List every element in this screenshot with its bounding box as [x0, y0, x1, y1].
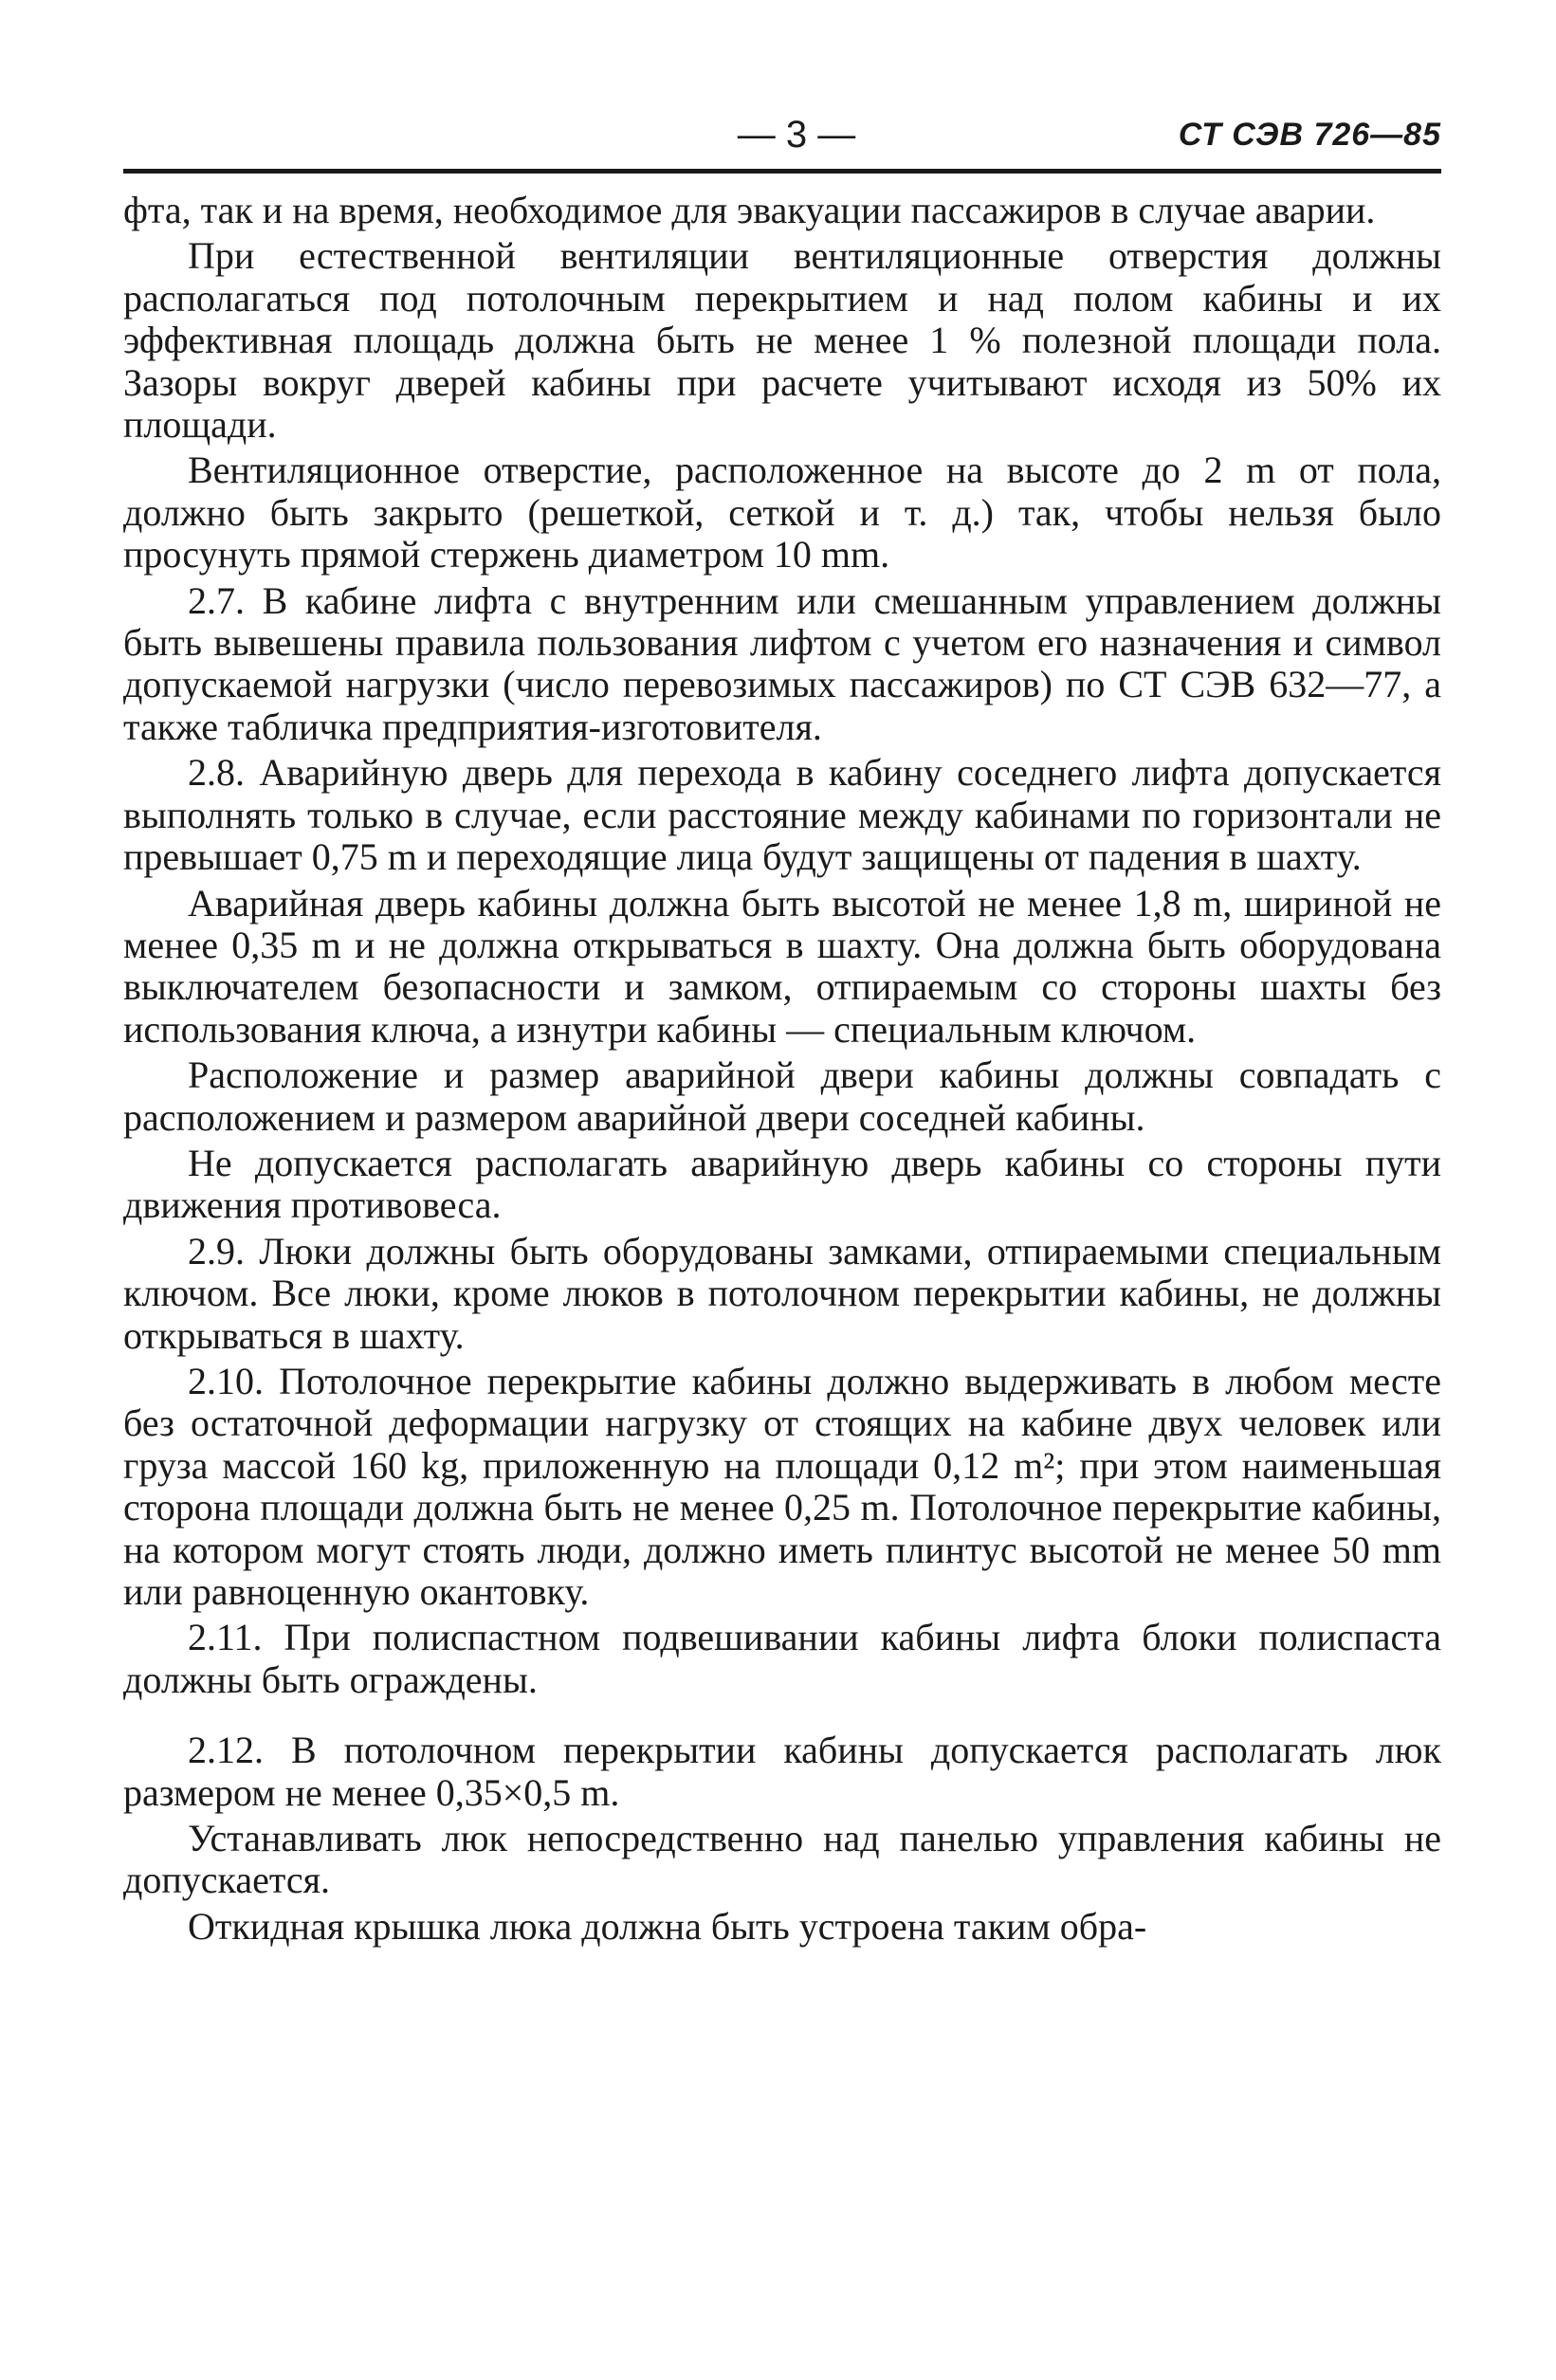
page-number: — 3 — [737, 114, 856, 156]
paragraph-2-12: 2.12. В потолочном перекрытии кабины допускается располагать люк размером не менее 0,35×0,5 m. [123, 1729, 1441, 1814]
header-rule [123, 169, 1441, 174]
paragraph-2-9: 2.9. Люки должны быть оборудованы замками, отпираемыми специальным ключом. Все люки, кроме люков в потолочном перекрытии кабины, не должны открываться в шахту. [123, 1229, 1441, 1357]
paragraph-2-8: 2.8. Аварийную дверь для перехода в кабину соседнего лифта допускается выполнять только в случае, если расстояние между кабинами по горизонтали не превышает 0,75 m и переходящие лица будут защищены от падения в шахту. [123, 751, 1441, 879]
paragraph-2-7: 2.7. В кабине лифта с внутренним или смешанным управлением должны быть вывешены правила пользования лифтом с учетом его назначения и символ допускаемой нагрузки (число перевозимых пассажиров) по СТ СЭВ 632—77, а также табличка предприятия-изготовителя. [123, 578, 1441, 748]
document-body [123, 190, 1441, 1948]
paragraph-counterweight: Не допускается располагать аварийную дверь кабины со стороны пути движения противовеса. [123, 1141, 1441, 1227]
paragraph-2-10: 2.10. Потолочное перекрытие кабины должно выдерживать в любом месте без остаточной деформации нагрузку от стоящих на кабине двух человек или груза массой 160 kg, приложенную на площади 0,12 m²; при этом наименьшая сторона площади должна быть не менее 0,25 m. Потолочное перекрытие кабины, на котором могут стоять люди, должно иметь плинтус высотой не менее 50 mm или равноценную окантовку. [123, 1359, 1441, 1613]
paragraph-ventilation-opening: Вентиляционное отверстие, расположенное на высоте до 2 m от пола, должно быть закрыто (решеткой, сеткой и т. д.) так, чтобы нельзя было просунуть прямой стержень диаметром 10 mm. [123, 449, 1441, 577]
page-header [123, 112, 1441, 169]
paragraph-2-11: 2.11. При полиспастном подвешивании кабины лифта блоки полиспаста должны быть ограждены. [123, 1616, 1441, 1701]
paragraph-hatch-cover: Откидная крышка люка должна быть устроена таким обра- [188, 1904, 1147, 1948]
paragraph-emergency-door-position: Расположение и размер аварийной двери кабины должны совпадать с расположением и размером аварийной двери соседней кабины. [123, 1053, 1441, 1139]
paragraph-hatch-control-panel: Устанавливать люк непосредственно над панелью управления кабины не допускается. [123, 1817, 1441, 1902]
paragraph-continuation: фта, так и на время, необходимое для эвакуации пассажиров в случае аварии. [123, 189, 1376, 231]
paragraph-emergency-door-size: Аварийная дверь кабины должна быть высотой не менее 1,8 m, шириной не менее 0,35 m и не должна открываться в шахту. Она должна быть оборудована выключателем безопасности и замком, отпираемым со стороны шахты без использования ключа, а изнутри кабины — специальным ключом. [123, 881, 1441, 1051]
document-code: СТ СЭВ 726—85 [1178, 117, 1441, 153]
paragraph-ventilation: При естественной вентиляции вентиляционные отверстия должны располагаться под потолочным перекрытием и над полом кабины и их эффективная площадь должна быть не менее 1 % полезной площади пола. Зазоры вокруг дверей кабины при расчете учитывают исходя из 50% их площади. [123, 234, 1441, 447]
